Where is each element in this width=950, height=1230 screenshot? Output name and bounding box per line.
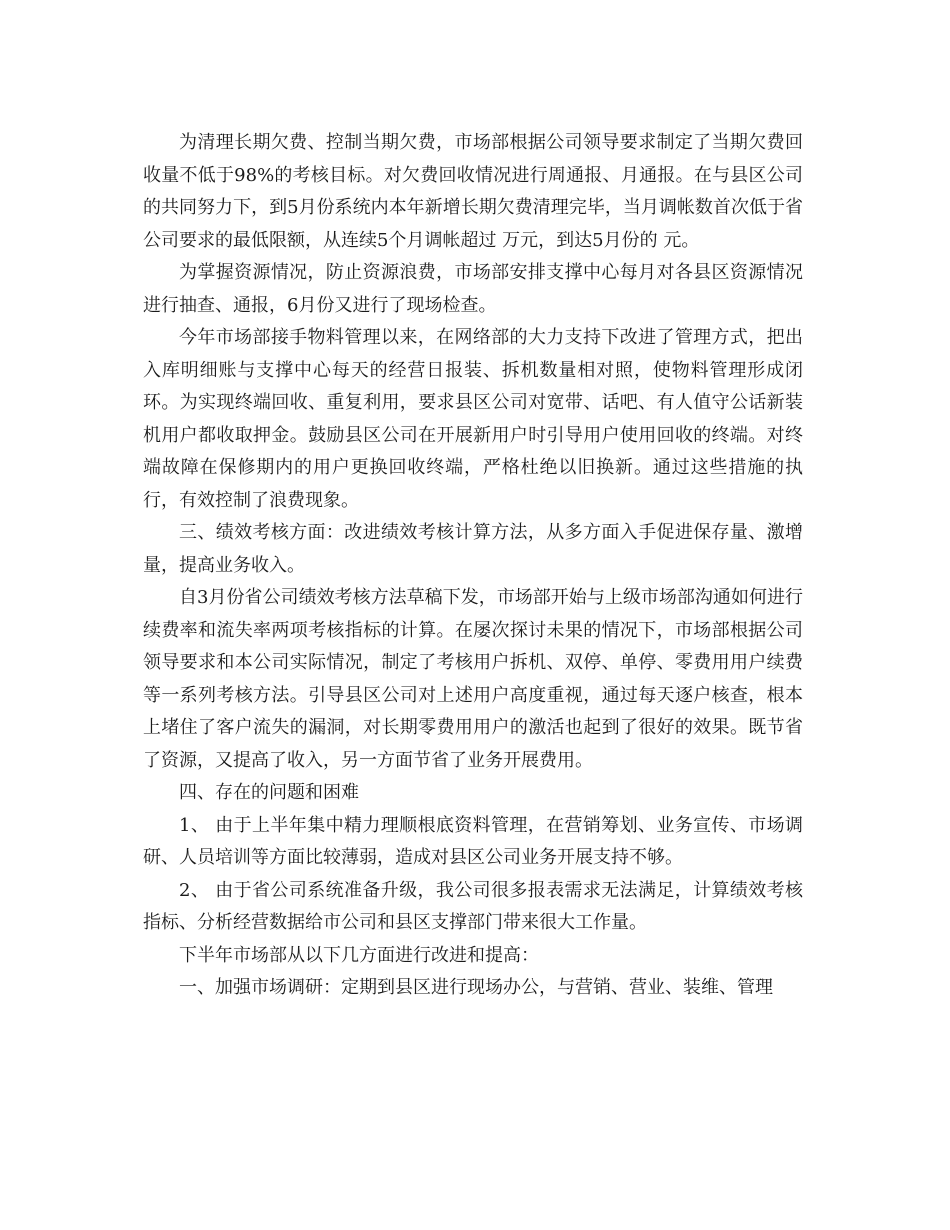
section-heading-problems: 四、存在的问题和困难 (179, 782, 359, 803)
improvement-item-1: 一、加强市场调研：定期到县区进行现场办公，与营销、营业、装维、管理 (179, 977, 773, 998)
paragraph-improvement-intro: 下半年市场部从以下几方面进行改进和提高： (179, 944, 539, 966)
paragraph-arrears-recovery: 为清理长期欠费、控制当期欠费，市场部根据公司领导要求制定了当期欠费回收量不低于98%的考核目标。对欠费回收情况进行周通报、月通报。在与县区公司的共同努力下，到5月份系统内本年新增长期欠费清理完毕，当月调帐数首次低于省公司要求的最低限额，从连续5个月调帐超过 万元，到达5月份的 元。 (143, 132, 803, 251)
problem-item-2: 2、 由于省公司系统准备升级，我公司很多报表需求无法满足，计算绩效考核指标、分析经营数据给市公司和县区支撑部门带来很大工作量。 (143, 879, 803, 933)
problem-item-1: 1、 由于上半年集中精力理顺根底资料管理，在营销筹划、业务宣传、市场调研、人员培训等方面比较薄弱，造成对县区公司业务开展支持不够。 (143, 814, 803, 868)
paragraph-performance-methods: 自3月份省公司绩效考核方法草稿下发，市场部开始与上级市场部沟通如何进行续费率和流失率两项考核指标的计算。在屡次探讨未果的情况下，市场部根据公司领导要求和本公司实际情况，制定了考核用户拆机、双停、单停、零费用用户续费等一系列考核方法。引导县区公司对上述用户高度重视，通过每天逐户核查，根本上堵住了客户流失的漏洞，对长期零费用用户的激活也起到了很好的效果。既节省了资源，又提高了收入，另一方面节省了业务开展费用。 (143, 587, 803, 771)
section-heading-performance: 三、绩效考核方面：改进绩效考核计算方法，从多方面入手促进保存量、激增量，提高业务收入。 (143, 522, 803, 576)
paragraph-resource-inspection: 为掌握资源情况，防止资源浪费，市场部安排支撑中心每月对各县区资源情况进行抽查、通报，6月份又进行了现场检查。 (143, 262, 803, 316)
document-body (143, 127, 803, 1005)
paragraph-material-management: 今年市场部接手物料管理以来，在网络部的大力支持下改进了管理方式，把出入库明细账与支撑中心每天的经营日报装、拆机数量相对照，使物料管理形成闭环。为实现终端回收、重复利用，要求县区公司对宽带、话吧、有人值守公话新装机用户都收取押金。鼓励县区公司在开展新用户时引导用户使用回收的终端。对终端故障在保修期内的用户更换回收终端，严格杜绝以旧换新。通过这些措施的执行，有效控制了浪费现象。 (143, 327, 803, 511)
